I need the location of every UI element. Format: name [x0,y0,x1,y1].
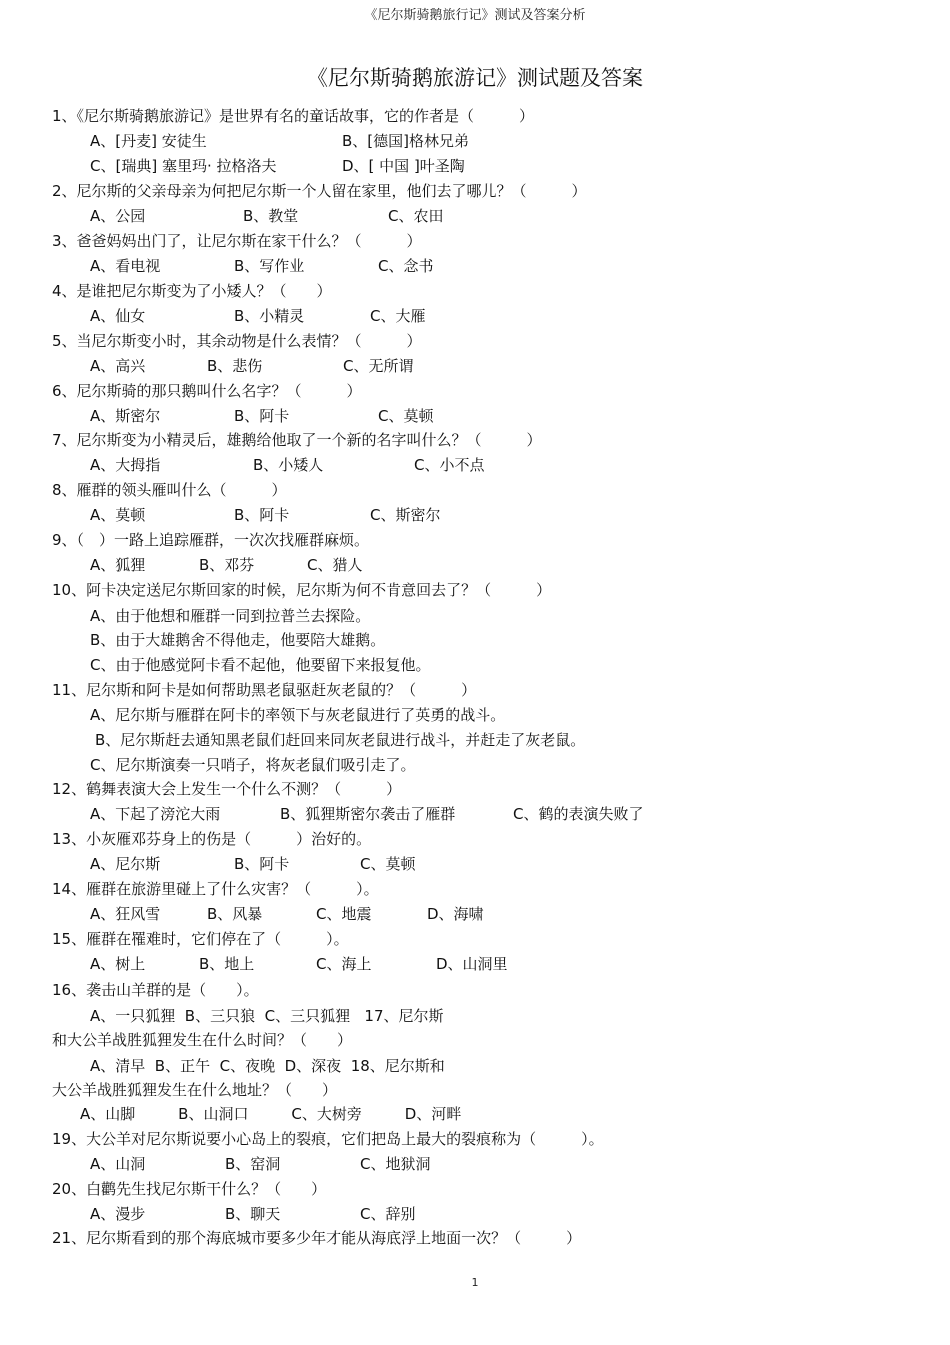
answer-option: B、阿卡 [234,506,290,524]
answer-option: A、高兴 [90,357,146,375]
answer-option: B、阿卡 [234,407,290,425]
wrapped-line: A、山脚 B、山洞口 C、大树旁 D、河畔 [80,1105,462,1123]
question-stem: 13、小灰雁邓芬身上的伤是（ ）治好的。 [52,830,372,848]
answer-option: A、树上 [90,955,146,973]
answer-option: B、地上 [199,955,255,973]
question-stem: 2、尼尔斯的父亲母亲为何把尼尔斯一个人留在家里，他们去了哪儿？（ ） [52,182,587,200]
question-stem: 6、尼尔斯骑的那只鹅叫什么名字？（ ） [52,382,362,400]
answer-option: B、窑洞 [225,1155,281,1173]
answer-option: C、猎人 [307,556,363,574]
answer-option: C、念书 [378,257,434,275]
question-stem: 16、袭击山羊群的是（ ）。 [52,981,259,999]
answer-option: C、莫顿 [360,855,416,873]
answer-option: D、山洞里 [436,955,508,973]
page-number: 1 [471,1276,479,1289]
answer-option: B、写作业 [234,257,305,275]
answer-option: A、尼尔斯与雁群在阿卡的率领下与灰老鼠进行了英勇的战斗。 [90,706,506,724]
answer-option: C、小不点 [414,456,485,474]
answer-option: A、山洞 [90,1155,146,1173]
running-header: 《尼尔斯骑鹅旅行记》测试及答案分析 [364,8,586,23]
answer-option: A、狐狸 [90,556,146,574]
question-stem: 15、雁群在罹难时，它们停在了（ ）。 [52,930,349,948]
question-stem: 10、阿卡决定送尼尔斯回家的时候，尼尔斯为何不肯意回去了？（ ） [52,581,552,599]
answer-option: A、漫步 [90,1205,146,1223]
answer-option: A、尼尔斯 [90,855,161,873]
question-stem: 9、（ ）一路上追踪雁群，一次次找雁群麻烦。 [52,531,370,549]
answer-option: C、斯密尔 [370,506,441,524]
answer-option: C、尼尔斯演奏一只哨子，将灰老鼠们吸引走了。 [90,756,416,774]
answer-option: B、聊天 [225,1205,281,1223]
answer-option: B、狐狸斯密尔袭击了雁群 [280,805,456,823]
wrapped-line: 大公羊战胜狐狸发生在什么地址？（ ） [52,1081,338,1099]
answer-option: B、小矮人 [253,456,324,474]
question-stem: 20、白鹳先生找尼尔斯干什么？（ ） [52,1180,327,1198]
question-stem: 1、《尼尔斯骑鹅旅游记》是世界有名的童话故事，它的作者是（ ） [52,107,535,125]
answer-option: C、地震 [316,905,372,923]
answer-option: B、教堂 [243,207,299,225]
question-stem: 14、雁群在旅游里碰上了什么灾害？（ ）。 [52,880,379,898]
question-stem: 21、尼尔斯看到的那个海底城市要多少年才能从海底浮上地面一次？（ ） [52,1229,582,1247]
answer-option: A、公园 [90,207,146,225]
wrapped-line: A、一只狐狸 B、三只狼 C、三只狐狸 17、尼尔斯 [90,1007,444,1025]
answer-option: A、大拇指 [90,456,161,474]
answer-option: B、邓芬 [199,556,255,574]
answer-option: C、莫顿 [378,407,434,425]
question-stem: 19、大公羊对尼尔斯说要小心岛上的裂痕，它们把岛上最大的裂痕称为（ ）。 [52,1130,604,1148]
answer-option: C、[瑞典] 塞里玛· 拉格洛夫 [90,157,277,175]
question-stem: 4、是谁把尼尔斯变为了小矮人？（ ） [52,282,332,300]
answer-option: C、大雁 [370,307,426,325]
answer-option: B、小精灵 [234,307,305,325]
question-stem: 3、爸爸妈妈出门了，让尼尔斯在家干什么？（ ） [52,232,422,250]
answer-option: C、辞别 [360,1205,416,1223]
answer-option: D、[ 中国 ]叶圣陶 [342,157,465,175]
question-stem: 11、尼尔斯和阿卡是如何帮助黑老鼠驱赶灰老鼠的？（ ） [52,681,477,699]
answer-option: C、由于他感觉阿卡看不起他，他要留下来报复他。 [90,656,431,674]
answer-option: A、看电视 [90,257,161,275]
answer-option: C、海上 [316,955,372,973]
answer-option: C、地狱洞 [360,1155,431,1173]
answer-option: B、阿卡 [234,855,290,873]
answer-option: A、狂风雪 [90,905,161,923]
answer-option: A、由于他想和雁群一同到拉普兰去探险。 [90,607,371,625]
answer-option: A、[丹麦] 安徒生 [90,132,207,150]
answer-option: B、[德国]格林兄弟 [342,132,469,150]
answer-option: C、鹤的表演失败了 [513,805,644,823]
question-stem: 5、当尼尔斯变小时，其余动物是什么表情？（ ） [52,332,422,350]
answer-option: B、由于大雄鹅舍不得他走，他要陪大雄鹅。 [90,631,386,649]
answer-option: B、风暴 [207,905,263,923]
wrapped-line: 和大公羊战胜狐狸发生在什么时间？（ ） [52,1031,353,1049]
answer-option: A、仙女 [90,307,146,325]
answer-option: A、莫顿 [90,506,146,524]
answer-option: C、无所谓 [343,357,414,375]
answer-option: B、悲伤 [207,357,263,375]
question-stem: 12、鹤舞表演大会上发生一个什么不测？（ ） [52,780,402,798]
answer-option: D、海啸 [427,905,484,923]
answer-option: A、斯密尔 [90,407,161,425]
answer-option: B、尼尔斯赶去通知黑老鼠们赶回来同灰老鼠进行战斗，并赶走了灰老鼠。 [95,731,586,749]
wrapped-line: A、清早 B、正午 C、夜晚 D、深夜 18、尼尔斯和 [90,1057,445,1075]
answer-option: C、农田 [388,207,444,225]
question-stem: 7、尼尔斯变为小精灵后，雄鹅给他取了一个新的名字叫什么？（ ） [52,431,542,449]
question-stem: 8、雁群的领头雁叫什么（ ） [52,481,287,499]
answer-option: A、下起了滂沱大雨 [90,805,221,823]
document-title: 《尼尔斯骑鹅旅游记》测试题及答案 [307,66,643,90]
